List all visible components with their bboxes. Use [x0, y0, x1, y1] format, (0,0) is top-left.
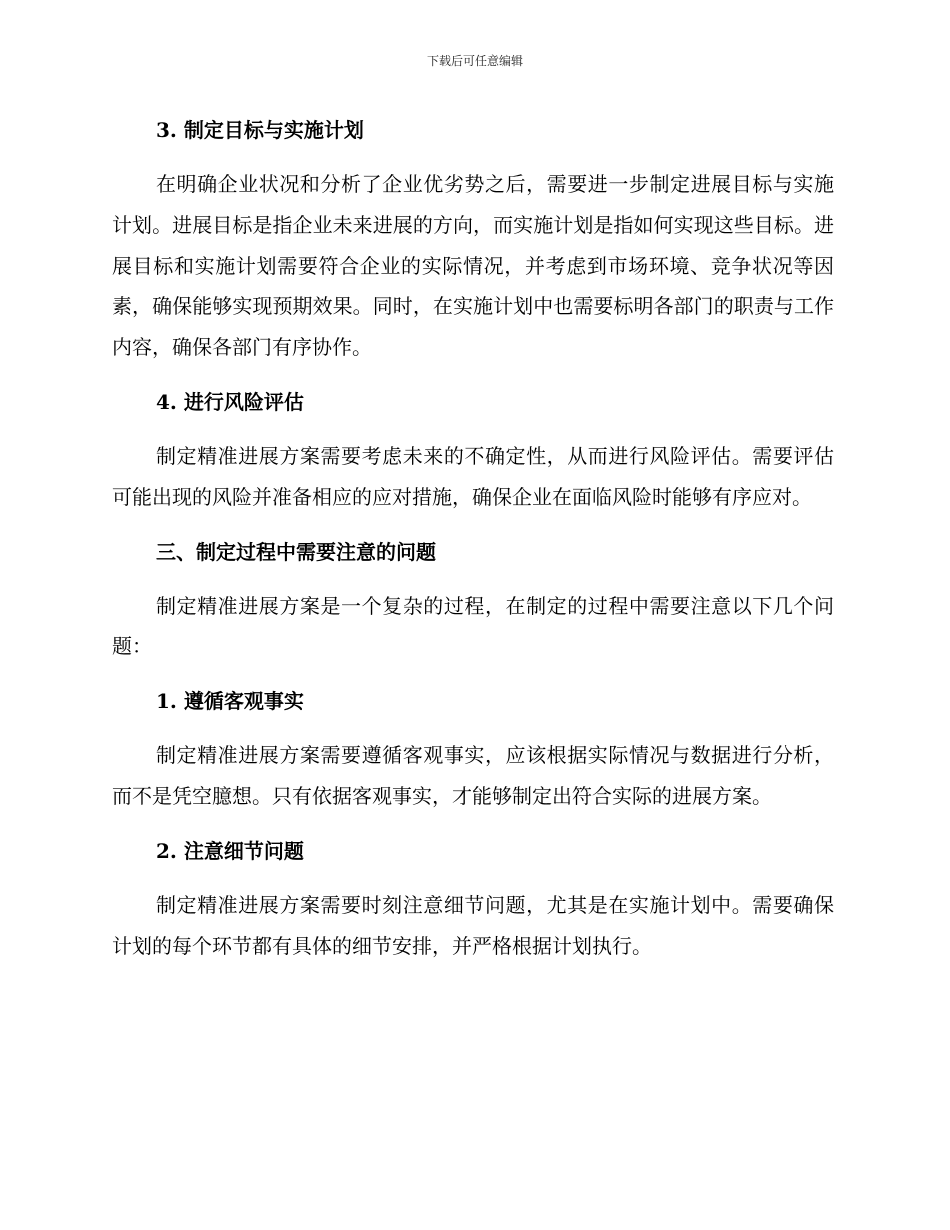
section-heading: 3. 制定目标与实施计划	[156, 118, 364, 142]
document-body	[112, 110, 834, 966]
section-paragraph: 制定精准进展方案是一个复杂的过程，在制定的过程中需要注意以下几个问题：	[112, 593, 834, 659]
section-heading: 2. 注意细节问题	[156, 838, 304, 863]
section-paragraph: 制定精准进展方案需要考虑未来的不确定性，从而进行风险评估。需要评估可能出现的风险并准备相应的应对措施，确保企业在面临风险时能够有序应对。	[112, 443, 834, 509]
section-paragraph: 制定精准进展方案需要遵循客观事实，应该根据实际情况与数据进行分析，而不是凭空臆想。只有依据客观事实，才能够制定出符合实际的进展方案。	[112, 743, 834, 808]
section-heading: 1. 遵循客观事实	[156, 689, 304, 714]
section-heading: 三、制定过程中需要注意的问题	[156, 539, 436, 564]
page-header-note: 下载后可任意编辑	[426, 54, 523, 68]
section-heading: 4. 进行风险评估	[156, 389, 304, 414]
section-paragraph: 在明确企业状况和分析了企业优劣势之后，需要进一步制定进展目标与实施计划。进展目标是指企业未来进展的方向，而实施计划是指如何实现这些目标。进展目标和实施计划需要符合企业的实际情况，并考虑到市场环境、竞争状况等因素，确保能够实现预期效果。同时，在实施计划中也需要标明各部门的职责与工作内容，确保各部门有序协作。	[112, 172, 834, 360]
section-paragraph: 制定精准进展方案需要时刻注意细节问题，尤其是在实施计划中。需要确保计划的每个环节都有具体的细节安排，并严格根据计划执行。	[112, 892, 834, 958]
